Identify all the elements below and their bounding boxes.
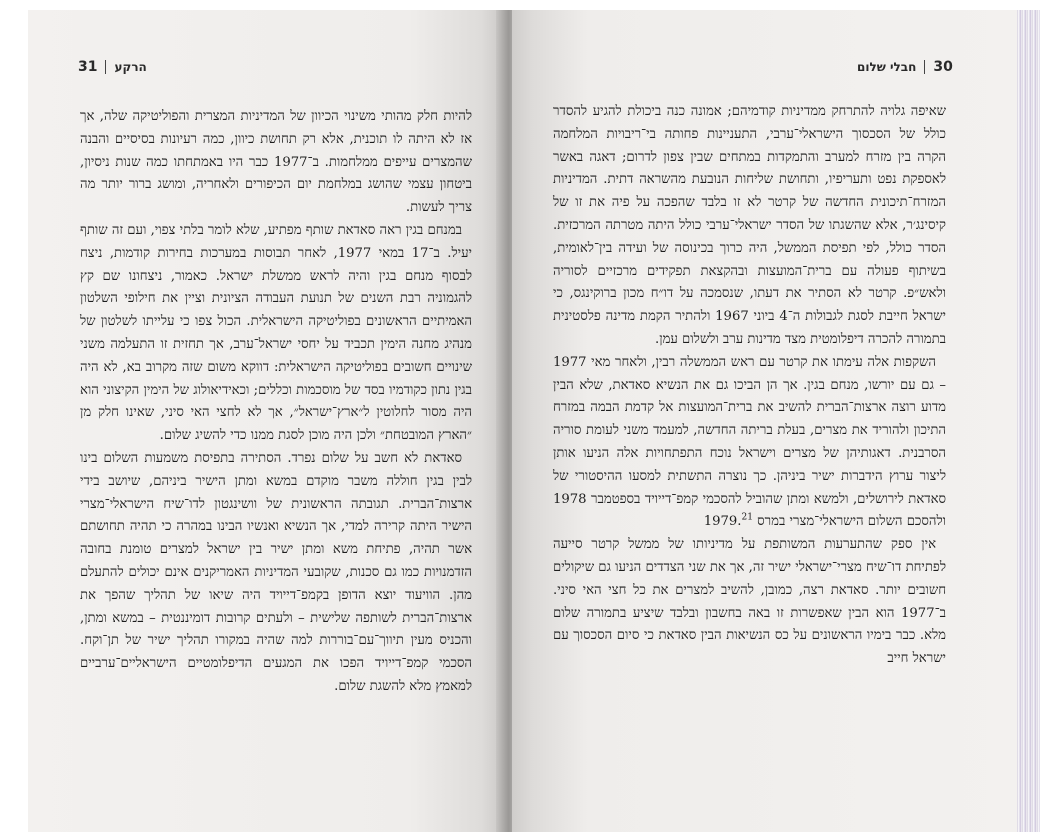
header-divider — [924, 60, 925, 74]
running-title: חבלי שלום — [857, 60, 917, 74]
left-page-body — [80, 106, 472, 699]
paragraph: סאדאת לא חשב על שלום נפרד. הסתירה בתפיסת משמעות השלום בינו לבין בגין חוללה משבר מוקדם במשא ומתן הישיר ביניהם, שיושב בידי ארצות־הברית. תגובתה הראשונית של וושינגטון לדו־שיח הישראלי־מצרי הישיר היתה קרירה למדי, אך הנשיא ואנשיו הבינו במהרה כי תהיה תחושתם אשר תהיה, פתיחת משא ומתן ישיר בין ישראל למצרים טומנת בחובה הזדמנויות כמו גם סכנות, שקובעי המדיניות האמריקנים אינם יכולים להתעלם מהן. הוויעוד יוצא הדופן בקמפ־דייויד היה שיאו של תהליך שהפך את ארצות־הברית לשותפה שלישית – ולעתים קרובות דומיננטית – במשא ומתן, והכניס מעין תיווך־עם־בוררות למה שהיה במקורו תהליך ישיר של תן־וקח. הסכמי קמפ־דייויד הפכו את המגעים הדיפלומטיים הישראליים־ערביים למאמץ מלא להשגת שלום. — [80, 450, 472, 694]
footnote-ref: 21 — [741, 512, 753, 523]
right-page-body — [553, 101, 946, 671]
left-page — [28, 10, 505, 832]
left-page-header — [78, 56, 147, 78]
page-number: 31 — [78, 59, 98, 75]
page-edges — [1017, 10, 1040, 832]
paragraph-text: השקפות אלה עימתו את קרטר עם ראש הממשלה רבין, ולאחר מאי 1977 – גם עם יורשו, מנחם בגין. אך הן הביכו גם את הנשיא סאדאת, שלא הבין מדוע רוצה ארצות־הברית להשיב את ברית־המועצות אל קדמת הבמה במזרח התיכון ולהוריד את מצרים, בעלת בריתה החדשה, למעמד משני לעומת סוריה הסרבנית. דאגותיהן של מצרים וישראל נוכח התפתחויות אלה הניעו אותן ליצור ערוץ הידברות ישיר ביניהן. כך נוצרה התשתית למסעו ההיסטורי של סאדאת לירושלים, ולמשא ומתן שהוביל להסכמי קמפ־דייויד בספטמבר 1978 ולהסכם השלום הישראלי־מצרי במרס 1979. — [553, 354, 946, 530]
running-title: הרקע — [114, 60, 147, 74]
paragraph: להיות חלק מהותי משינוי הכיוון של המדיניות המצרית והפוליטיקה שלה, אך אז לא היתה לו תוכנית, אלא רק תחושת כיוון, כמה רעיונות בסיסיים והבנה שהמצרים עייפים ממלחמות. ב־1977 כבר היו באמתחתו כמה שנות ניסיון, ביטחון עצמי שהושג במלחמת יום הכיפורים ולאחריה, ומושג ברור יותר מה צריך לעשות. — [80, 109, 472, 216]
paragraph — [553, 352, 946, 534]
page-number: 30 — [933, 59, 953, 75]
paragraph: אין ספק שהתערעות המשותפת על מדיניותו של ממשל קרטר סייעה לפתיחת דו־שיח מצרי־ישראלי ישיר זה, אך את שני הצדדים הניעו גם שיקולים חשובים יותר. סאדאת רצה, כמובן, להשיב למצרים את כל חצי האי סיני. ב־1977 הוא הבין שאפשרות זו באה בחשבון ובלבד שיציע בתמורה שלום מלא. כבר בימיו הראשונים על כס הנשיאות הבין סאדאת כי סיום הסכסוך עם ישראל חייב — [553, 537, 946, 667]
right-page-header — [857, 56, 953, 78]
header-divider — [105, 60, 106, 74]
right-page — [512, 10, 1017, 832]
paragraph: שאיפה גלויה להתרחק ממדיניות קודמיהם; אמונה כנה ביכולת להגיע להסדר כולל של הסכסוך הישראלי־ערבי, התעניינות פחותה בי־ריבויות המלחמה הקרה בין מזרח למערב והתמקדות במתחים שבין צפון לדרום; דאגה באשר לאספקת נפט ותעריפיו, ותחושת שליחות הנובעת מהשראה דתית. המדיניות המזרח־תיכונית החדשה של קרטר לא זו בלבד שהפכה על פיה את זו של קיסינג׳ר, אלא שהשגתו של הסדר ישראלי־ערבי כולל היתה מטרתה המרכזית. הסדר כולל, לפי תפיסת הממשל, היה כרוך בכינוסה של ועידה בין־לאומית, בשיתוף פעולה עם ברית־המועצות ובהקצאת תפקידים מרכזיים לסוריה ולאש״פ. קרטר לא הסתיר את דעתו, שנסמכה על דו״ח מכון ברוקינגס, כי ישראל חייבת לסגת לגבולות ה־4 ביוני 1967 ולהתיר הקמת מדינה פלסטינית בתמורה להכרה דיפלומטית מצד מדינות ערב ולשלום עמן. — [553, 104, 946, 347]
paragraph: במנחם בגין ראה סאדאת שותף מפתיע, שלא לומר בלתי צפוי, ועם זה שותף יעיל. ב־17 במאי 1977, לאחר תבוסות במערכות בחירות קודמות, ניצח לבסוף מנחם בגין והיה לראש ממשלת ישראל. כאמור, ניצחונו שם קץ להגמוניה רבת השנים של תנועת העבודה הציונית וציין את חילופי השלטון האמיתיים הראשונים בפוליטיקה הישראלית. הכול צפו כי עלייתו לשלטון של מנהיג מחנה הימין תכביד על יחסי ישראל־ערב, אך תחזית זו התעלמה משני שינויים חשובים בפוליטיקה הישראלית: דווקא משום שזה מקרוב בא, לא היה בגין נתון כקודמיו בסד של מוסכמות וכללים; וכאידיאולוג של הימין הקיצוני הוא היה מסור לחלוטין ל״ארץ־ישראל״, אך לא לחצי האי סיני, שאינו חלק מן ״הארץ המובטחת״ ולכן היה מוכן לסגת ממנו כדי להשיג שלום. — [80, 222, 472, 444]
